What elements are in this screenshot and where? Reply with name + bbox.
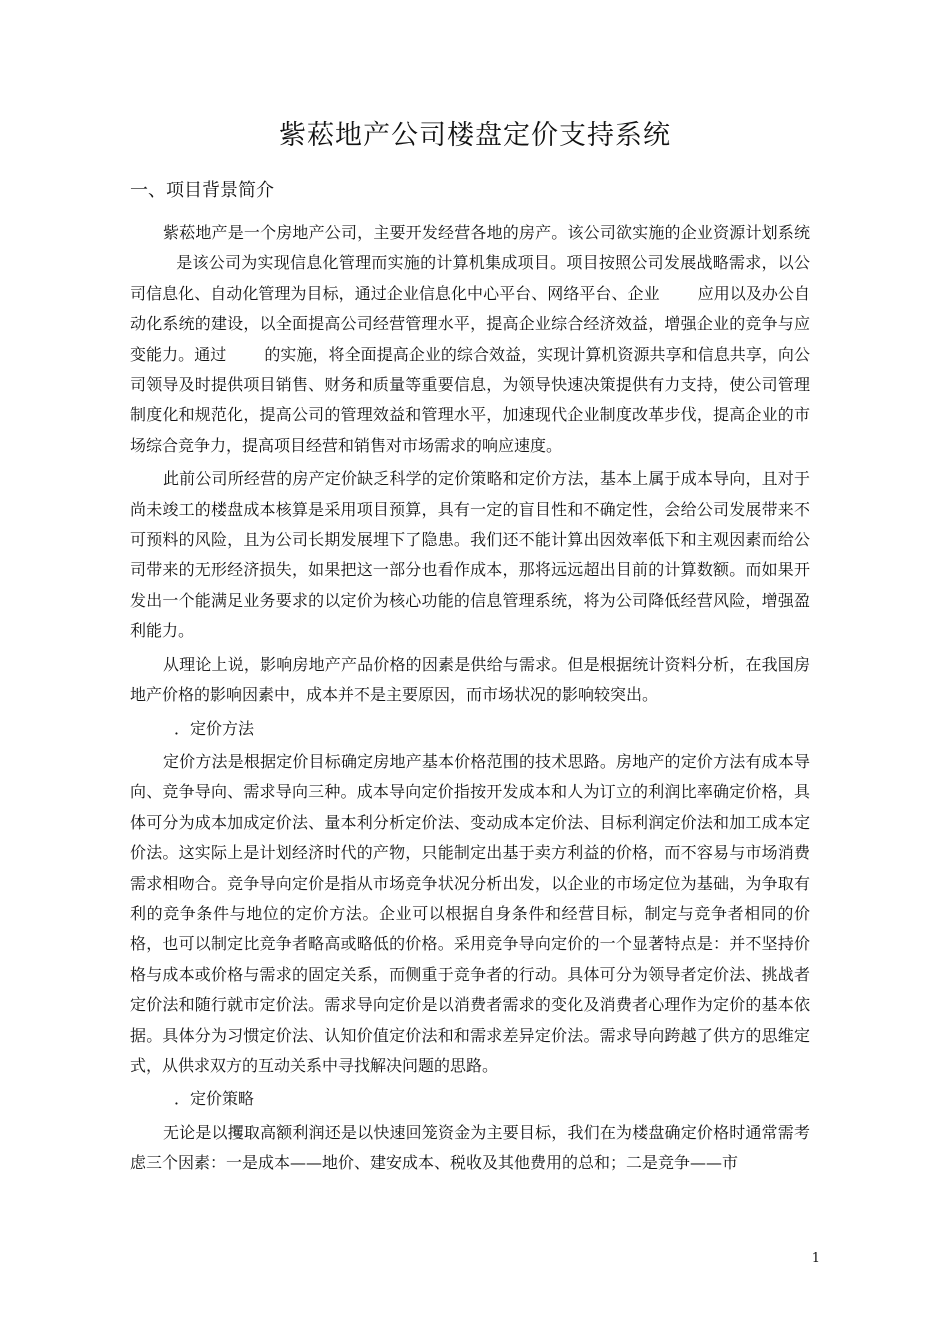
paragraph-pricing-method: 定价方法是根据定价目标确定房地产基本价格范围的技术思路。房地产的定价方法有成本导向、竞争导向、需求导向三种。成本导向定价指按开发成本和人为订立的利润比率确定价格，具体可分为成本加成定价法、量本利分析定价法、变动成本定价法、目标利润定价法和加工成本定价法。这实际上是计划经济时代的产物，只能制定出基于卖方利益的价格，而不容易与市场消费需求相吻合。竞争导向定价是指从市场竞争状况分析出发，以企业的市场定位为基础，为争取有利的竞争条件与地位的定价方法。企业可以根据自身条件和经营目标，制定与竞争者相同的价格，也可以制定比竞争者略高或略低的价格。采用竞争导向定价的一个显著特点是：并不坚持价格与成本或价格与需求的固定关系，而侧重于竞争者的行动。具体可分为领导者定价法、挑战者定价法和随行就市定价法。需求导向定价是以消费者需求的变化及消费者心理作为定价的基本依据。具体分为习惯定价法、认知价值定价法和和需求差异定价法。需求导向跨越了供方的思维定式，从供求双方的互动关系中寻找解决问题的思路。 bbox=[130, 751, 810, 1075]
subheading-pricing-strategy: ．定价策略 bbox=[174, 1089, 255, 1109]
paragraph-pricing-strategy: 无论是以攫取高额利润还是以快速回笼资金为主要目标，我们在为楼盘确定价格时通常需考虑三个因素：一是成本——地价、建安成本、税收及其他费用的总和；二是竞争——市 bbox=[130, 1122, 810, 1173]
section-heading: 一、项目背景简介 bbox=[130, 180, 274, 201]
document-body bbox=[130, 218, 810, 1182]
paragraph-text: 的实施，将全面提高企业的综合效益，实现计算机资源共享和信息共享，向公司领导及时提供项目销售、财务和质量等重要信息，为领导快速决策提供有力支持，使公司管理制度化和规范化，提高公司的管理效益和管理水平，加速现代企业制度改革步伐，提高企业的市场综合竞争力，提高项目经营和销售对市场需求的响应速度。 bbox=[130, 344, 810, 455]
paragraph-text: 应用以及办公自动化系统的建设，以全面提高公司经营管理水平，提高企业综合经济效益，增强企业的竞争与应变能力。通过 bbox=[130, 283, 810, 364]
paragraph-text: 紫菘地产是一个房地产公司，主要开发经营各地的房产。该公司欲实施的企业资源计划系统 bbox=[163, 223, 810, 242]
subheading-pricing-method: ．定价方法 bbox=[174, 718, 255, 738]
paragraph-intro bbox=[130, 218, 810, 461]
document-title: 紫菘地产公司楼盘定价支持系统 bbox=[279, 120, 671, 151]
paragraph-theory: 从理论上说，影响房地产产品价格的因素是供给与需求。但是根据统计资料分析，在我国房地产价格的影响因素中，成本并不是主要原因，而市场状况的影响较突出。 bbox=[130, 654, 810, 705]
paragraph-pricing-issue: 此前公司所经营的房产定价缺乏科学的定价策略和定价方法，基本上属于成本导向，且对于尚未竣工的楼盘成本核算是采用项目预算，具有一定的盲目性和不确定性，会给公司发展带来不可预料的风险，且为公司长期发展埋下了隐患。我们还不能计算出因效率低下和主观因素而给公司带来的无形经济损失，如果把这一部分也看作成本，那将远远超出目前的计算数额。而如果开发出一个能满足业务要求的以定价为核心功能的信息管理系统，将为公司降低经营风险，增强盈利能力。 bbox=[130, 469, 810, 641]
paragraph-text: 是该公司为实现信息化管理而实施的计算机集成项目。项目按照公司发展战略需求，以公司信息化、自动化管理为目标，通过企业信息化中心平台、网络平台、企业 bbox=[130, 253, 810, 303]
page-number: 1 bbox=[811, 1251, 820, 1266]
